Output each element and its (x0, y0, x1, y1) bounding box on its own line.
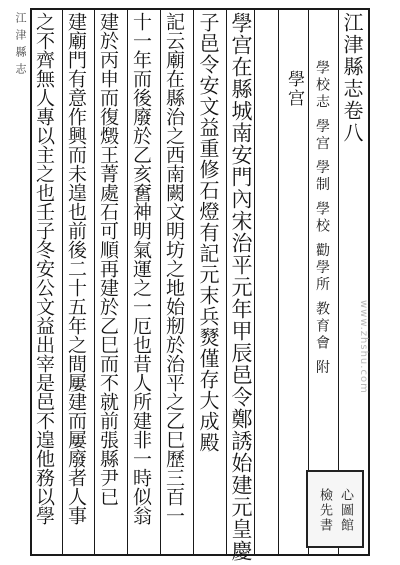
book-spine-label: 江津縣志 (14, 12, 27, 80)
column-rule (254, 10, 255, 554)
column-rule (226, 10, 227, 554)
text-column-6: 建廟門有意作興而未遑也前後二十五年之間屢建而屢廢者人事 (65, 12, 87, 525)
seal-char: 館 (338, 517, 353, 531)
seal-char: 心 (338, 487, 353, 501)
volume-title: 江津縣志卷八 (340, 12, 364, 144)
text-column-7: 之不齊無人專以主之也壬子冬安公文益出宰是邑不遑他務以學 (33, 12, 55, 525)
text-column-4: 十一年而後廢於乙亥𡚒神明氣運之一厄也昔人所建非一時似翁 (130, 12, 152, 525)
library-seal-stamp (306, 470, 364, 548)
text-column-3: 記云廟在縣治之西南闕文明坊之地始剏於治平之乙巳歷三百一 (163, 12, 185, 525)
watermark-text: www.zhshu.com (358, 300, 369, 394)
section-heading: 學宫 (284, 70, 304, 108)
column-rule (127, 10, 128, 554)
column-rule (160, 10, 161, 554)
text-column-1: 學宫在縣城南安門內宋治平元年甲辰邑令鄭誘始建元皇慶 (229, 12, 253, 562)
text-column-2: 子邑令安文益重修石燈有記元末兵燹僅存大成殿 (196, 12, 220, 453)
column-rule (278, 10, 279, 554)
seal-char: 圖 (338, 502, 353, 516)
seal-char: 檢 (317, 487, 332, 501)
chapter-heading: 學校志 學宫 學制 學校 勸學所 教育會 附 (314, 60, 330, 377)
seal-char: 先 (317, 502, 332, 516)
column-rule (62, 10, 63, 554)
column-rule (193, 10, 194, 554)
text-column-5: 建於丙申而復燬王菁處石可順再建於乙巳而不就前張縣尹已 (97, 12, 119, 506)
seal-char: 書 (317, 517, 332, 531)
column-rule (94, 10, 95, 554)
